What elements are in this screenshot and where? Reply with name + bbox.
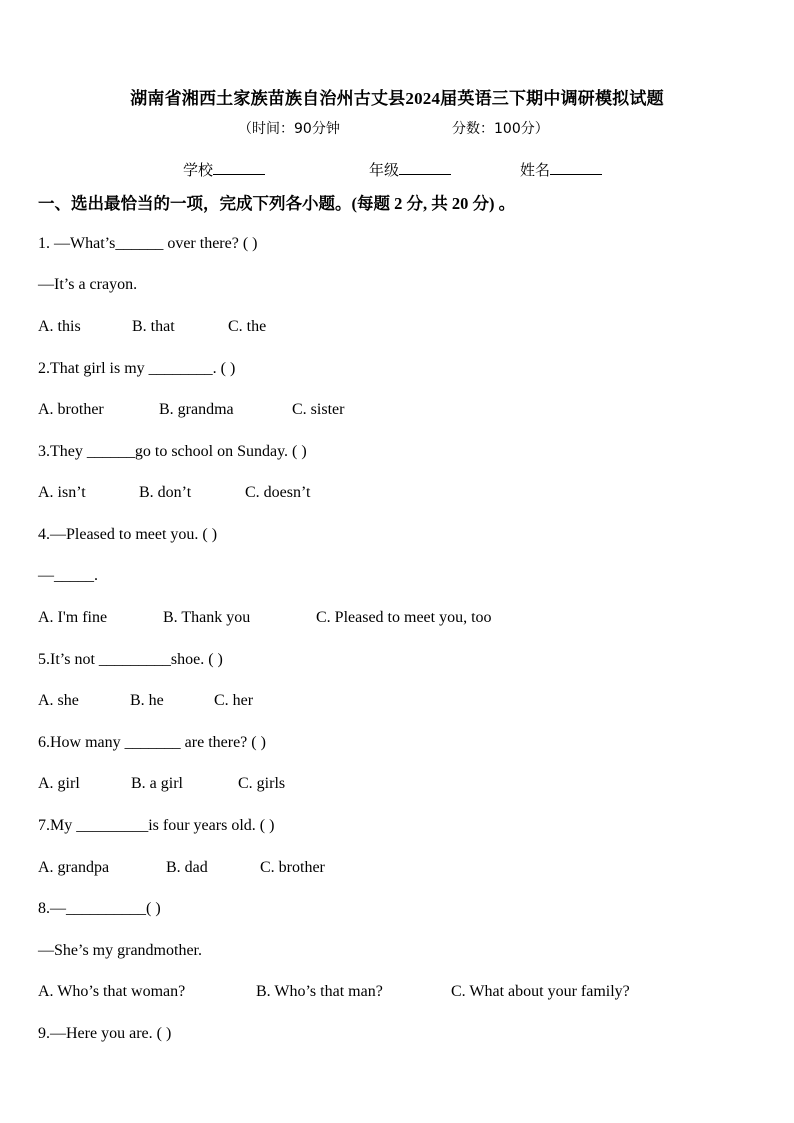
question-line: —She’s my grandmother. xyxy=(38,942,202,959)
exam-time: （时间：90分钟 xyxy=(238,121,340,137)
answer-option: C. Pleased to meet you, too xyxy=(316,609,492,626)
section-heading: 一、选出最恰当的一项，完成下列各小题。(每题 2 分, 共 20 分) 。 xyxy=(38,194,516,213)
grade-label: 年级 xyxy=(369,161,400,179)
name-field xyxy=(520,159,602,180)
answer-option: A. girl xyxy=(38,775,80,792)
answer-option: C. brother xyxy=(260,859,325,876)
answer-option: C. girls xyxy=(238,775,286,792)
grade-blank xyxy=(399,160,451,175)
school-blank xyxy=(213,160,265,175)
question-line: 4.—Pleased to meet you. ( ) xyxy=(38,526,218,543)
answer-option: B. a girl xyxy=(131,775,183,792)
answer-option: C. the xyxy=(228,318,267,335)
answer-option: C. sister xyxy=(292,401,345,418)
answer-option: B. grandma xyxy=(159,401,234,418)
answer-option: A. Who’s that woman? xyxy=(38,983,186,1000)
answer-option: C. doesn’t xyxy=(245,484,311,501)
answer-option: B. Who’s that man? xyxy=(256,983,383,1000)
name-blank xyxy=(550,160,602,175)
answer-option: A. brother xyxy=(38,401,104,418)
grade-field xyxy=(369,159,451,180)
question-line: 3.They ______go to school on Sunday. ( ) xyxy=(38,443,307,460)
question-line: 9.—Here you are. ( ) xyxy=(38,1025,172,1042)
answer-option: A. she xyxy=(38,692,79,709)
school-field xyxy=(183,159,265,180)
question-line: —It’s a crayon. xyxy=(38,276,138,293)
question-line: —_____. xyxy=(38,567,98,584)
answer-option: A. grandpa xyxy=(38,859,110,876)
answer-option: B. he xyxy=(130,692,164,709)
answer-option: B. Thank you xyxy=(163,609,251,626)
answer-option: B. that xyxy=(132,318,175,335)
answer-option: C. What about your family? xyxy=(451,983,630,1000)
exam-score: 分数：100分） xyxy=(452,121,549,137)
question-line: 1. —What’s______ over there? ( ) xyxy=(38,235,258,252)
answer-option: B. don’t xyxy=(139,484,192,501)
question-line: 2.That girl is my ________. ( ) xyxy=(38,360,236,377)
answer-option: A. this xyxy=(38,318,81,335)
answer-option: B. dad xyxy=(166,859,208,876)
question-line: 7.My _________is four years old. ( ) xyxy=(38,817,275,834)
answer-option: C. her xyxy=(214,692,254,709)
answer-option: A. isn’t xyxy=(38,484,86,501)
school-label: 学校 xyxy=(183,161,214,179)
question-line: 5.It’s not _________shoe. ( ) xyxy=(38,651,223,668)
answer-option: A. I'm fine xyxy=(38,609,108,626)
question-line: 8.—__________( ) xyxy=(38,900,161,917)
question-line: 6.How many _______ are there? ( ) xyxy=(38,734,266,751)
name-label: 姓名 xyxy=(520,161,551,179)
page-title: 湖南省湘西土家族苗族自治州古丈县2024届英语三下期中调研模拟试题 xyxy=(130,89,664,108)
